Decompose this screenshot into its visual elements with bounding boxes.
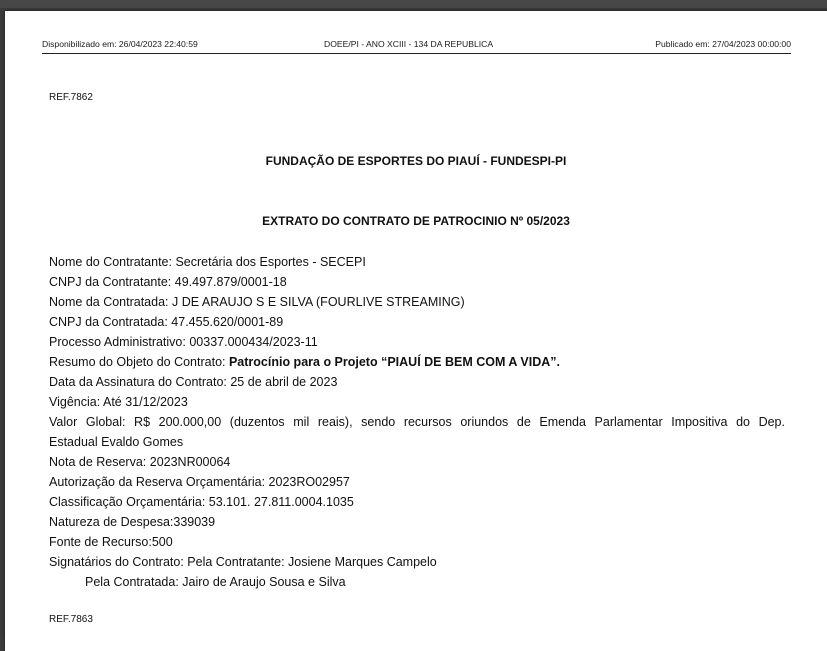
- signatarios-line: Signatários do Contrato: Pela Contratante: Josiene Marques Campelo: [49, 555, 437, 569]
- resumo-line: [49, 352, 785, 372]
- reference-number: REF.7862: [49, 92, 93, 103]
- autorizacao-line: Autorização da Reserva Orçamentária: 2023RO02957: [49, 475, 350, 489]
- contratada-line: Nome da Contratada: J DE ARAUJO S E SILVA (FOURLIVE STREAMING): [49, 295, 465, 309]
- contract-details: [49, 252, 785, 592]
- classificacao-line: Classificação Orçamentária: 53.101. 27.811.0004.1035: [49, 495, 354, 509]
- pela-contratada-line: Pela Contratada: Jairo de Araujo Sousa e Silva: [85, 575, 346, 589]
- valor-global-line: Valor Global: R$ 200.000,00 (duzentos mil reais), sendo recursos oriundos de Emenda Parlamentar Impositiva do Dep.: [49, 415, 785, 429]
- valor-global-line-continued: Estadual Evaldo Gomes: [49, 435, 184, 449]
- cnpj-contratada-line: CNPJ da Contratada: 47.455.620/0001-89: [49, 315, 284, 329]
- processo-line: Processo Administrativo: 00337.000434/2023-11: [49, 335, 318, 349]
- document-title: EXTRATO DO CONTRATO DE PATROCINIO Nº 05/2023: [262, 214, 570, 228]
- header-gazette-info: DOEE/PI - ANO XCIII - 134 DA REPUBLICA: [324, 39, 494, 49]
- resumo-value: Patrocínio para o Projeto “PIAUÍ DE BEM COM A VIDA”.: [228, 355, 561, 369]
- organization-title: FUNDAÇÃO DE ESPORTES DO PIAUÍ - FUNDESPI-PI: [265, 154, 567, 168]
- fonte-line: Fonte de Recurso:500: [49, 535, 173, 549]
- contratante-line: Nome do Contratante: Secretária dos Esportes - SECEPI: [49, 255, 366, 269]
- header-available-date: Disponibilizado em: 26/04/2023 22:40:59: [42, 39, 198, 49]
- natureza-line: Natureza de Despesa:339039: [49, 515, 216, 529]
- reference-number-next: REF.7863: [49, 614, 93, 625]
- cnpj-contratante-line: CNPJ da Contratante: 49.497.879/0001-18: [49, 275, 287, 289]
- resumo-label: Resumo do Objeto do Contrato:: [49, 355, 229, 369]
- header-published-date: Publicado em: 27/04/2023 00:00:00: [655, 39, 791, 49]
- vigencia-line: Vigência: Até 31/12/2023: [49, 395, 188, 409]
- viewer-toolbar-edge: [0, 0, 827, 8]
- page-header: [42, 39, 791, 54]
- data-assinatura-line: Data da Assinatura do Contrato: 25 de abril de 2023: [49, 375, 338, 389]
- document-page: [5, 11, 827, 651]
- nota-reserva-line: Nota de Reserva: 2023NR00064: [49, 455, 231, 469]
